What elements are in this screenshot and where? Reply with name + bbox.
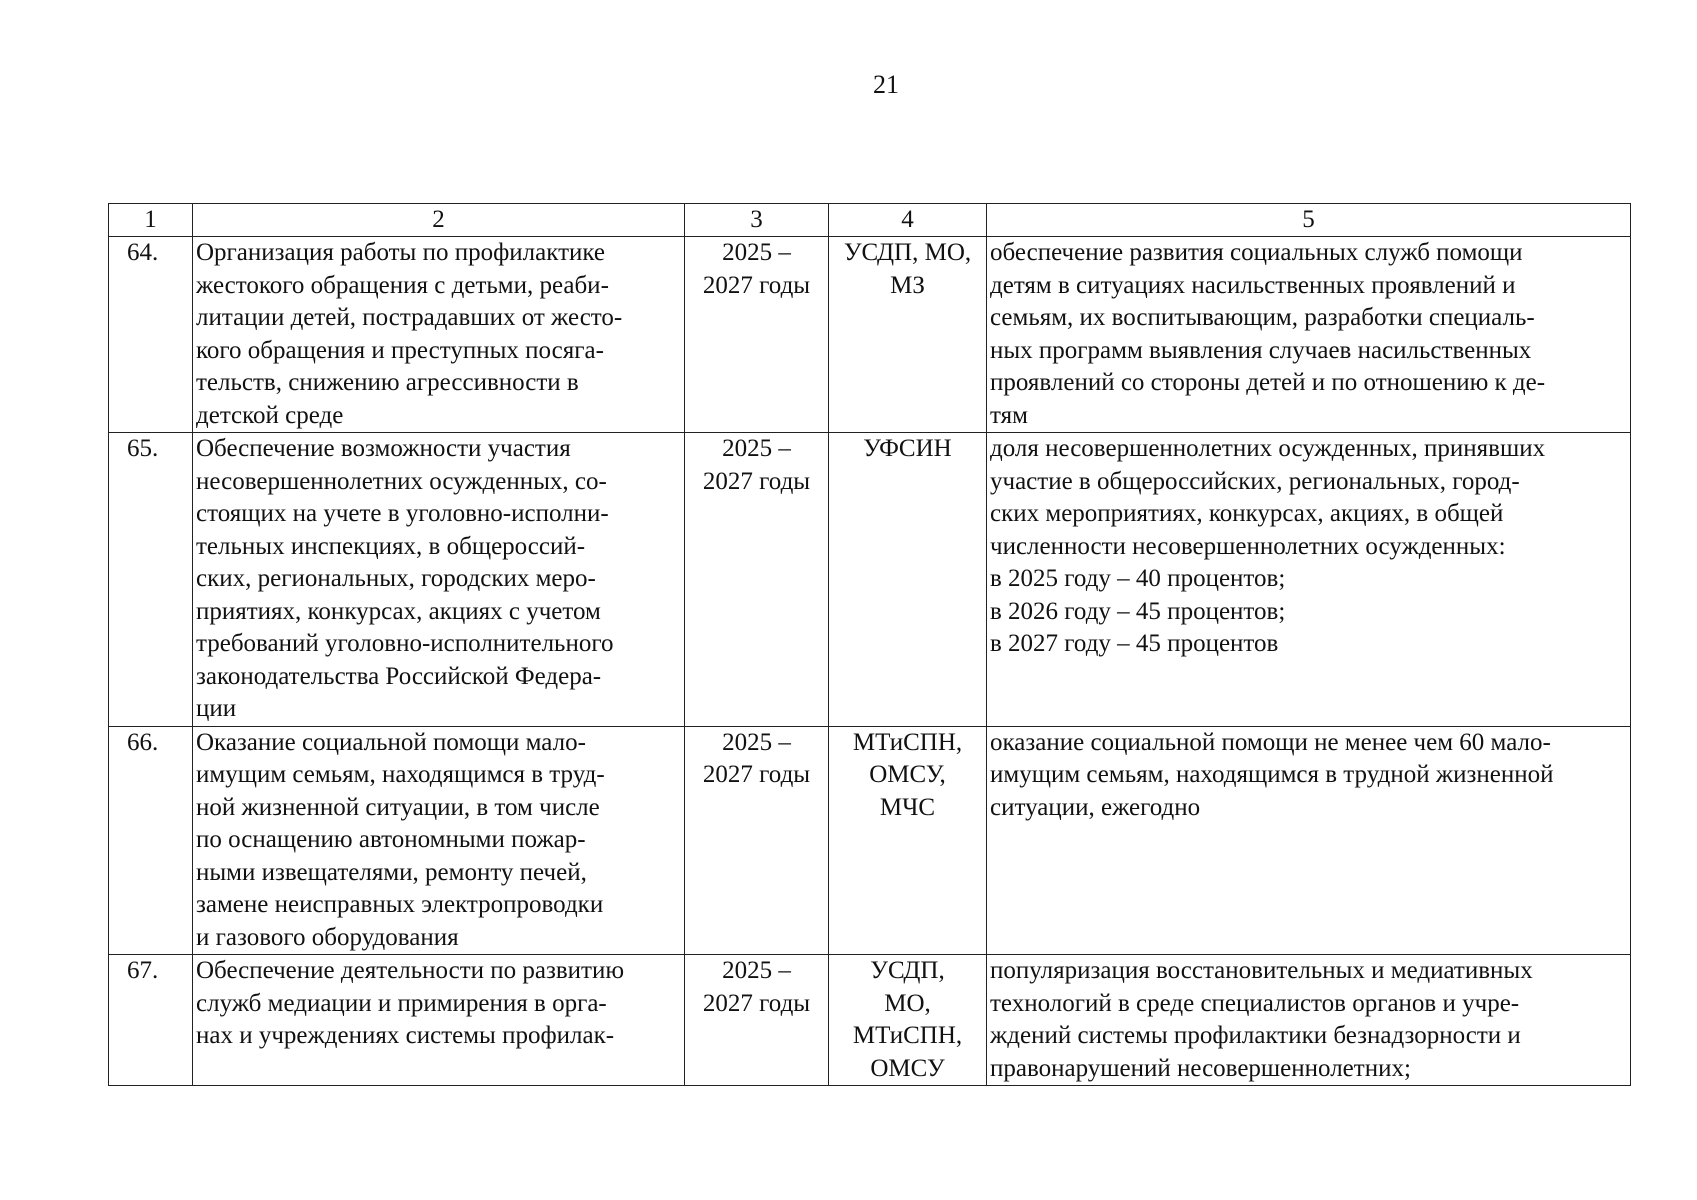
table-row xyxy=(109,433,1631,727)
activity-cell-line: имущим семьям, находящимся в труд- xyxy=(196,761,605,788)
activity-cell-line: законодательства Российской Федера- xyxy=(196,662,602,690)
activity-cell-line: ции xyxy=(196,695,237,722)
activity-cell-line: Организация работы по профилактике xyxy=(196,239,605,266)
header-col-result: 5 xyxy=(987,204,1631,237)
executors-cell-line: УСДП, МО, xyxy=(843,239,972,266)
activity-cell-line: несовершеннолетних осужденных, со- xyxy=(196,467,607,495)
result-cell-line: численности несовершеннолетних осужденных: xyxy=(990,532,1506,560)
executors-cell-line: МЗ xyxy=(890,271,925,299)
period-cell-line: 2025 – xyxy=(722,957,791,984)
row-number: 67. xyxy=(109,955,193,1086)
executors-cell-line: УФСИН xyxy=(863,435,952,462)
activity-cell-line: и газового оборудования xyxy=(196,923,459,951)
result-cell xyxy=(987,433,1631,727)
period-cell-line: 2027 годы xyxy=(702,989,811,1017)
period-cell-line: 2027 годы xyxy=(702,467,811,495)
period-cell-line: 2025 – xyxy=(722,435,791,462)
row-number: 64. xyxy=(109,237,193,433)
activity-cell-line: ной жизненной ситуации, в том числе xyxy=(196,793,600,821)
executors-cell xyxy=(829,237,987,433)
executors-cell xyxy=(829,433,987,727)
executors-cell xyxy=(829,955,987,1086)
activity-cell-line: литации детей, пострадавших от жесто- xyxy=(196,304,623,331)
period-cell-line: 2025 – xyxy=(722,728,791,756)
executors-cell-line: ОМСУ, xyxy=(869,761,946,788)
executors-cell-line: УСДП, xyxy=(870,957,945,984)
activity-cell-line: кого обращения и преступных посяга- xyxy=(196,336,604,364)
activity-cell-line: тельств, снижению агрессивности в xyxy=(196,369,579,396)
period-cell xyxy=(685,433,829,727)
activity-cell xyxy=(193,433,685,727)
activity-cell-line: по оснащению автономными пожар- xyxy=(196,826,586,853)
activity-cell-line: ными извещателями, ремонту печей, xyxy=(196,858,587,886)
activity-cell-line: ских, региональных, городских меро- xyxy=(196,565,596,592)
activity-cell xyxy=(193,726,685,955)
result-cell-line: тям xyxy=(990,401,1028,429)
header-col-period: 3 xyxy=(685,204,829,237)
activity-cell-line: Обеспечение возможности участия xyxy=(196,435,571,462)
header-col-activity: 2 xyxy=(193,204,685,237)
table-body xyxy=(109,237,1631,1086)
page-number: 21 xyxy=(873,70,899,99)
result-cell-line: детям в ситуациях насильственных проявлений и xyxy=(990,271,1516,299)
activity-cell-line: Обеспечение деятельности по развитию xyxy=(196,957,625,984)
activity-cell xyxy=(193,237,685,433)
activity-cell xyxy=(193,955,685,1086)
measures-table xyxy=(108,203,1631,1086)
result-cell-line: ских мероприятиях, конкурсах, акциях, в общей xyxy=(990,500,1504,527)
result-cell-line: доля несовершеннолетних осужденных, принявших xyxy=(990,435,1546,462)
activity-cell-line: детской среде xyxy=(196,401,344,429)
activity-cell-line: нах и учреждениях системы профилак- xyxy=(196,1022,615,1049)
period-cell xyxy=(685,955,829,1086)
result-cell-line: технологий в среде специалистов органов и учре- xyxy=(990,989,1520,1017)
activity-cell-line: замене неисправных электропроводки xyxy=(196,891,604,918)
header-col-number: 1 xyxy=(109,204,193,237)
executors-cell-line: МТиСПН, xyxy=(852,728,963,756)
activity-cell-line: требований уголовно-исполнительного xyxy=(196,630,614,657)
period-cell-line: 2025 – xyxy=(722,239,791,266)
header-row xyxy=(109,204,1631,237)
activity-cell-line: служб медиации и примирения в орга- xyxy=(196,989,607,1017)
executors-cell-line: МТиСПН, xyxy=(852,1022,963,1049)
result-cell-line: популяризация восстановительных и медиативных xyxy=(990,957,1533,984)
activity-cell-line: жестокого обращения с детьми, реаби- xyxy=(196,271,609,299)
result-cell-line: семьям, их воспитывающим, разработки специаль- xyxy=(990,304,1535,331)
executors-cell-line: МО, xyxy=(884,989,931,1017)
period-cell xyxy=(685,726,829,955)
executors-cell-line: МЧС xyxy=(879,793,936,821)
result-cell-line: оказание социальной помощи не менее чем 60 мало- xyxy=(990,728,1551,756)
period-cell-line: 2027 годы xyxy=(702,271,811,299)
activity-cell-line: стоящих на учете в уголовно-исполни- xyxy=(196,500,609,527)
result-cell-line: в 2026 году – 45 процентов; xyxy=(990,597,1286,625)
row-number: 66. xyxy=(109,726,193,955)
result-cell-line: в 2027 году – 45 процентов xyxy=(990,630,1279,657)
period-cell xyxy=(685,237,829,433)
table-row xyxy=(109,237,1631,433)
table-row xyxy=(109,955,1631,1086)
row-number: 65. xyxy=(109,433,193,727)
result-cell xyxy=(987,726,1631,955)
result-cell-line: ных программ выявления случаев насильственных xyxy=(990,336,1532,364)
header-col-executors: 4 xyxy=(829,204,987,237)
table-row xyxy=(109,726,1631,955)
result-cell-line: проявлений со стороны детей и по отношению к де- xyxy=(990,369,1546,396)
activity-cell-line: приятиях, конкурсах, акциях с учетом xyxy=(196,597,601,625)
result-cell xyxy=(987,955,1631,1086)
result-cell-line: имущим семьям, находящимся в трудной жизненной xyxy=(990,761,1554,788)
result-cell-line: правонарушений несовершеннолетних; xyxy=(990,1054,1411,1082)
result-cell-line: ждений системы профилактики безнадзорности и xyxy=(990,1022,1521,1049)
activity-cell-line: Оказание социальной помощи мало- xyxy=(196,728,586,756)
result-cell xyxy=(987,237,1631,433)
executors-cell xyxy=(829,726,987,955)
result-cell-line: в 2025 году – 40 процентов; xyxy=(990,565,1286,592)
executors-cell-line: ОМСУ xyxy=(870,1054,945,1082)
result-cell-line: участие в общероссийских, региональных, город- xyxy=(990,467,1520,495)
result-cell-line: обеспечение развития социальных служб помощи xyxy=(990,239,1523,266)
period-cell-line: 2027 годы xyxy=(702,761,811,788)
result-cell-line: ситуации, ежегодно xyxy=(990,793,1201,821)
activity-cell-line: тельных инспекциях, в общероссий- xyxy=(196,532,586,560)
table-header xyxy=(109,204,1631,237)
